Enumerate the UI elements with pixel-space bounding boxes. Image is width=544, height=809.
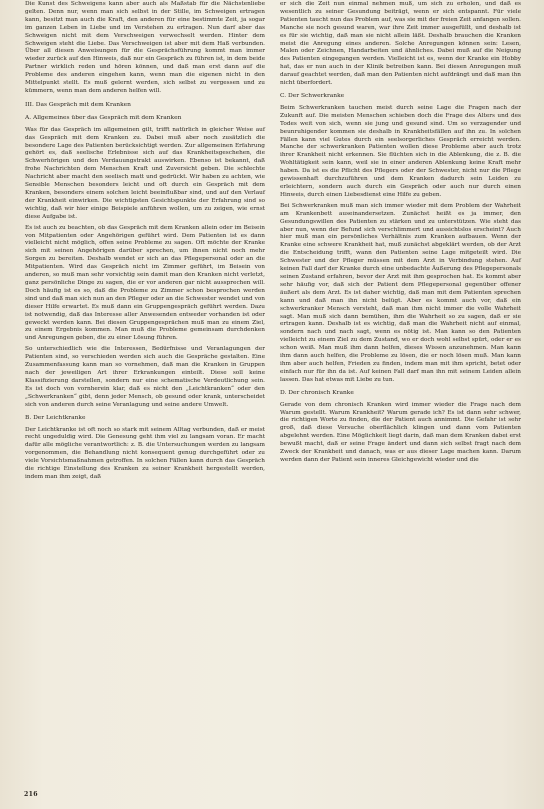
subsection-a-heading: A. Allgemeines über das Gespräch mit dem Kranken [25, 114, 182, 121]
section-heading: III. Das Gespräch mit dem Kranken [25, 101, 131, 108]
subsection-c-heading: C. Der Schwerkranke [280, 92, 345, 99]
intro-paragraph: Die Kunst des Schweigens kann aber auch als Maßstab für die Nächstenliebe gelten. Denn nur, wenn man sich selbst in der Stille, im Schweigen ertragen kann, besitzt man auch die Kraft, den anderen für eine bestimmte Zeit, ja sogar im ganzen Leben in Liebe und im Verstehen zu ertragen. Nun darf aber das Schweigen nicht mit dem Verschweigen verwechselt werden. Hinter dem Schweigen steht die Liebe. Das Verschweigen ist aber mit dem Haß verbunden. Über all diesen Anweisungen für die Gesprächsführung kommt man immer wieder zurück auf den Hinweis, daß nur ein Gespräch zu führen ist, in dem beide Partner wirklich reden und hören können, und daß man erst dann auf die Probleme des anderen eingehen kann, wenn man die eigenen nicht in den Mittelpunkt stellt. Es muß gelernt werden, sich selbst zu vergessen und zu kümmern, wenn man dem anderen helfen will. [25, 1, 265, 94]
subsection-b-heading: B. Der Leichtkranke [25, 414, 86, 421]
subsection-d-heading: D. Der chronisch Kranke [280, 389, 354, 396]
paragraph-b1: Der Leichtkranke ist oft noch so stark mit seinem Alltag verbunden, daß er meist recht ungeduldig wird. Die Genesung geht ihm viel zu langsam voran. Er macht dafür alle mögliche verantwortlich: z. B. die Untersuchungen werden zu langsam vorgenommen, die Behandlung nicht konsequent genug durchgeführt oder zu viele Vorsichtsmaßnahmen getroffen. In solchen Fällen kann durch das Gespräch die richtige Einstellung des Kranken zu seiner Krankheit hergestellt werden, indem man ihm zeigt, daß [25, 426, 265, 480]
paragraph-c2: Bei Schwerkranken muß man sich immer wieder mit dem Problem der Wahrheit am Krankenbett auseinandersetzen. Zunächst heißt es ja immer, den Gesundungswillen des Patienten zu stärken und zu unterstützen. Wie steht das aber nun, wenn der Befund sich verschlimmert und aussichtslos erscheint? Auch hier muß man ein persönliches Verhältnis zum Kranken aufbauen. Wenn der Kranke eine schwere Krankheit hat, muß zunächst abgeklärt werden, ob der Arzt die Entscheidung trifft, wann den Patienten seine Lage mitgeteilt wird. Die Schwester und der Pfleger müssen mit dem Arzt in Verbindung stehen. Auf keinen Fall darf der Kranke durch eine unbedachte Äußerung des Pflegepersonals seinen Zustand erfahren, bevor der Arzt mit ihm gesprochen hat. Es kommt aber sehr häufig vor, daß sich der Patient dem Pflegepersonal gegenüber offener äußert als dem Arzt. Es ist daher wichtig, daß man mit dem Patienten sprechen kann und daß man ihn nicht belügt. Aber es kommt auch vor, daß ein schwerkranker Mensch versteht, daß man ihm nicht immer die volle Wahrheit sagt. Man muß sich dann bemühen, ihm die Wahrheit so zu sagen, daß er sie ertragen kann. Deshalb ist es wichtig, daß man die Wahrheit nicht auf einmal, sondern nach und nach sagt, wenn es nötig ist. Man kann so den Patienten vielleicht zu einem Ziel zu dem Zustand, wo er doch wohl selbst spürt, oder er es schon weiß. Man muß ihm dann helfen, dieses Wissen anzunehmen. Man kann ihm dann auch helfen, die Probleme zu lösen, die er noch lösen muß. Man kann ihm aber auch helfen, Frieden zu finden, indem man mit ihm spricht, betet oder einfach nur für ihn da ist. Auf keinen Fall darf man ihn mit seinem Leiden allein lassen. Das hat etwas mit Liebe zu tun. [280, 202, 521, 383]
right-column [280, 1, 521, 468]
page-number: 216 [24, 791, 38, 798]
paragraph-a1: Was für das Gespräch im allgemeinen gilt, trifft natürlich in gleicher Weise auf das Gespräch mit dem Kranken zu. Dabei muß aber noch zusätzlich die besondere Lage des Patienten berücksichtigt werden. Zur allgemeinen Erfahrung gehört es, daß seelische Erlebnisse sich auf das Krankheitsgeschehen, die Schwerhörigen und den Verdauungstrakt auswirken. Ebenso ist bekannt, daß frohe Nachrichten dem Menschen Kraft und Zuversicht geben. Die schlechte Nachricht aber macht den seelisch matt und gedrückt. Wir haben zu achten, wie Sensible Menschen besonders leicht und oft durch ein Gespräch mit dem Kranken, besonders einem solchen leicht beeinflußbar sind, und auf den Verlauf der Krankheit einwirken. Die wichtigsten Gesichtspunkte der Erfahrung sind so wichtig, daß wir hier einige Beispiele anführen wollen, um zu zeigen, wie ernst diese Aufgabe ist. [25, 126, 265, 220]
paragraph-d1: Gerade von dem chronisch Kranken wird immer wieder die Frage nach dem Warum gestellt. Warum Krankheit? Warum gerade ich? Es ist dann sehr schwer, die richtigen Worte zu finden, die der Patient auch annimmt. Die Gefahr ist sehr groß, daß diese Versuche oberflächlich klingen und dann vom Patienten abgelehnt werden. Eine Möglichkeit liegt darin, daß man dem Kranken dabei erst bewußt macht, daß er seine Frage ändert und dann sich selbst fragt nach dem Zweck der Krankheit und danach, was er aus dieser Lage machen kann. Darum werden dann der Patient sein inneres Gleichgewicht wieder und die [280, 401, 521, 463]
paragraph-a3: So unterschiedlich wie die Interessen, Bedürfnisse und Veranlagungen der Patienten sind, so verschieden werden sich auch die Gespräche gestalten. Eine Zusammenfassung kann man so vornehmen, daß man die Kranken in Gruppen nach der jeweiligen Art ihrer Erkrankungen einteilt. Diese soll keine Klassifizierung darstellen, sondern nur eine schematische Verdeutlichung sein. Es ist doch von vornherein klar, daß es nicht den „Leichtkranken“ oder den „Schwerkranken“ gibt, denn jeder Mensch, ob gesund oder krank, unterscheidet sich von anderen durch seine Veranlagung und seine andere Umwelt. [25, 346, 265, 408]
paragraph-a2: Es ist auch zu beachten, ob das Gespräch mit dem Kranken allein oder im Beisein von Mitpatienten oder Angehörigen geführt wird. Dem Patienten ist es dann vielleicht nicht möglich, offen seine Probleme zu sagen. Oft möchte der Kranke sich mit seinen Angehörigen darüber sprechen, um ihnen nicht noch mehr Sorgen zu bereiten. Deshalb wendet er sich an das Pflegepersonal oder an die Mitpatienten. Wird das Gespräch nicht im Zimmer geführt, im Beisein von anderen, so muß man sehr vorsichtig sein damit man den Kranken nicht verletzt, ganz persönliche Dinge zu sagen, die er vor anderen gar nicht aussprechen will. Doch häufig ist es so, daß die Probleme zu Zimmer schon besprochen werden sind und daß man sich nun an den Pfleger oder an die Schwester wendet und von dieser Hilfe erwartet. Es muß dann ein Gruppengespräch geführt werden. Dazu ist notwendig, daß das Interesse aller Anwesenden entweder vorhanden ist oder geweckt werden kann. Bei diesen Gruppengesprächen muß man zu einem Ziel, zu einem Ergebnis kommen. Man muß die Probleme gemeinsam durchdenken und Anregungen geben, die zu einer Lösung führen. [25, 224, 265, 342]
left-column [25, 1, 265, 485]
paragraph-c1: Beim Schwerkranken tauchen meist durch seine Lage die Fragen nach der Zukunft auf. Die meisten Menschen schieben doch die Frage des Alters und des Todes weit von sich, wenn sie jung und gesund sind. Um so verzagender und beunruhigender kommen sie deshalb in Krankheitsfällen auf ihn zu. In solchen Fällen kann viel Gutes durch ein seelsorgerliches Gespräch erreicht werden. Manche der schwerkranken Patienten wollen diese Probleme aber auch trotz ihrer Krankheit nicht erkennen. Sie flüchten sich in die Ablenkung, die z. B. die Wohltätigkeit sein kann, weil sie in einer anderen Ablenkung keine Kraft mehr haben. Da ist es die Pflicht des Pflegers oder der Schwester, nicht nur die Pflege gewissenhaft durchzuführen und dem Kranken dadurch sein Leiden zu erleichtern, sondern auch durch ein Gespräch oder auch nur durch einen Hinweis, durch einen Liebesdienst eine Hilfe zu geben. [280, 104, 521, 198]
paragraph-r1: er sich die Zeit nun einmal nehmen muß, um sich zu erholen, und daß es wesentlich zu seiner Gesundung beiträgt, wenn er sich entspannt. Für viele Patienten taucht nun das Problem auf, was sie mit der freien Zeit anfangen sollen. Manche sie noch gesund waren, war ihre Zeit immer ausgefüllt, und deshalb ist es für sie wichtig, daß man sie nicht allein läßt. Deshalb brauchen die Kranken meist die Anregung eines anderen. Solche Anregungen können sein: Lesen, Malen oder Zeichnen, Handarbeiten und ähnliches. Dabei muß auf die Neigung des Patienten eingegangen werden. Vielleicht ist es, wenn der Kranke ein Hobby hat, das er nun auch in der Klinik betreiben kann. Bei diesen Anregungen muß darauf geachtet werden, daß man den Patienten nicht aufdrängt und daß man ihn nicht überfordert. [280, 1, 521, 87]
